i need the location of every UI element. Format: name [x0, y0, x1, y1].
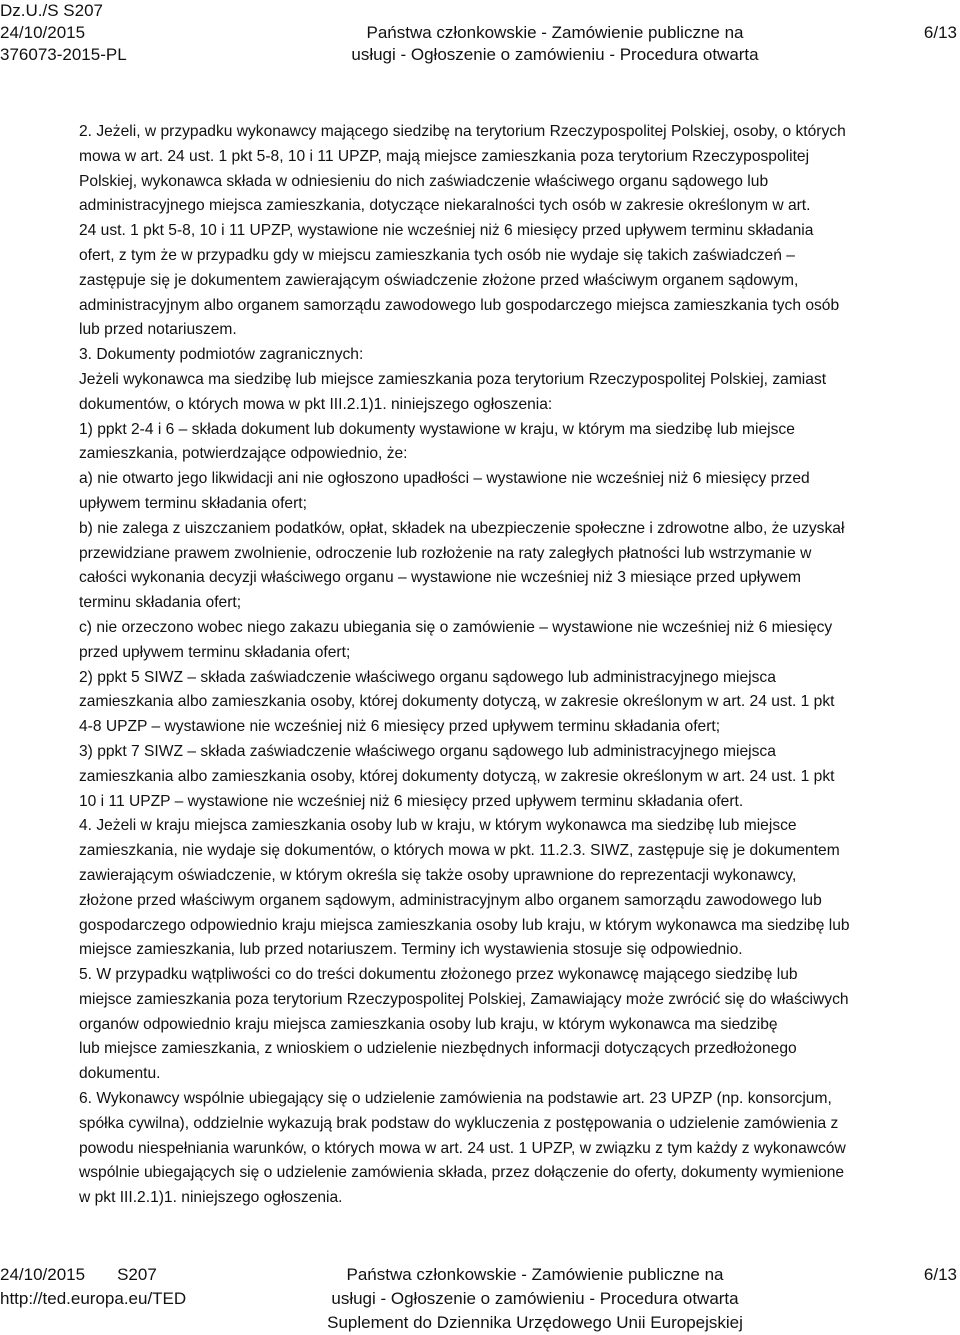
footer-url-link[interactable]: http://ted.europa.eu/TED: [0, 1289, 187, 1308]
text-line: lub miejsce zamieszkania, z wnioskiem o udzielenie niezbędnych informacji dotyczących przedłożonego: [79, 1040, 797, 1058]
text-line: dokumentu.: [79, 1065, 161, 1083]
text-line: upływem terminu składania ofert;: [79, 494, 307, 512]
text-line: gospodarczego odpowiednio kraju miejsca zamieszkania osoby lub kraju, w którym wykonawca ma siedzibę lub: [79, 916, 850, 934]
footer-title: [300, 1263, 770, 1335]
text-line: 5. W przypadku wątpliwości co do treści dokumentu złożonego przez wykonawcę mającego siedzibę lub: [79, 966, 798, 984]
text-line: Polskiej, wykonawca składa w odniesieniu do nich zaświadczenie właściwego organu sądowego lub: [79, 172, 769, 190]
text-line: zamieszkania, potwierdzające odpowiednio, że:: [79, 445, 408, 463]
text-line: zamieszkania albo zamieszkania osoby, której dokumenty dotyczą, w zakresie określonym w art. 24 ust. 1 pkt: [79, 767, 835, 785]
footer-date: 24/10/2015: [0, 1265, 86, 1284]
text-line: w pkt III.2.1)1. niniejszego ogłoszenia.: [79, 1189, 343, 1207]
text-line: przewidziane prawem zwolnienie, odroczenie lub rozłożenie na raty zaległych płatności lub wstrzymanie w: [79, 544, 812, 562]
footer-title-line-1: Państwa członkowskie - Zamówienie publiczne na: [346, 1265, 724, 1284]
text-line: c) nie orzeczono wobec niego zakazu ubiegania się o zamówienie – wystawione nie wcześniej niż 6 miesięcy: [79, 618, 833, 636]
text-line: 2) ppkt 5 SIWZ – składa zaświadczenie właściwego organu sądowego lub administracyjnego miejsca: [79, 668, 776, 686]
footer-title-line-2: usługi - Ogłoszenie o zamówieniu - Procedura otwarta: [331, 1289, 739, 1308]
text-line: 10 i 11 UPZP – wystawione nie wcześniej niż 6 miesięcy przed upływem terminu składania ofert.: [79, 792, 744, 810]
text-line: zamieszkania albo zamieszkania osoby, której dokumenty dotyczą, w zakresie określonym w art. 24 ust. 1 pkt: [79, 693, 835, 711]
text-line: 3) ppkt 7 SIWZ – składa zaświadczenie właściwego organu sądowego lub administracyjnego miejsca: [79, 742, 776, 760]
header-journal-ref: Dz.U./S S207: [0, 1, 103, 20]
text-line: organów odpowiednio kraju miejsca zamieszkania osoby lub kraju, w którym wykonawca ma siedzibę: [79, 1015, 778, 1033]
text-line: b) nie zalega z uiszczaniem podatków, opłat, składek na ubezpieczenie społeczne i zdrowotne albo, że uzyskał: [79, 519, 845, 537]
text-line: 3. Dokumenty podmiotów zagranicznych:: [79, 346, 364, 364]
text-line: 4-8 UPZP – wystawione nie wcześniej niż 6 miesięcy przed upływem terminu składania ofert;: [79, 718, 721, 736]
text-line: 4. Jeżeli w kraju miejsca zamieszkania osoby lub w kraju, w którym wykonawca ma siedzibę lub miejsce: [79, 817, 797, 835]
text-line: przed upływem terminu składania ofert;: [79, 643, 351, 661]
header-left: [0, 0, 127, 66]
header-title: [340, 22, 770, 66]
text-line: powodu niespełniania warunków, o których mowa w art. 24 ust. 1 UPZP, w związku z tym każdy z wykonawców: [79, 1139, 846, 1157]
text-line: a) nie otwarto jego likwidacji ani nie ogłoszono upadłości – wystawione nie wcześniej niż 6 miesięcy przed: [79, 470, 810, 488]
header-date: 24/10/2015: [0, 23, 86, 42]
footer-page-number: 6/13: [923, 1265, 957, 1284]
text-line: zawierającym oświadczenie, w którym określa się także osoby uprawnione do reprezentacji wykonawcy,: [79, 866, 797, 884]
text-line: całości wykonania decyzji właściwego organu – wystawione nie wcześniej niż 3 miesiące przed upływem: [79, 569, 801, 587]
text-line: miejsce zamieszkania, lub przed notariuszem. Terminy ich wystawienia stosuje się odpowiednio.: [79, 941, 743, 959]
footer-issue: S207: [117, 1265, 157, 1284]
footer-date-issue: [0, 1263, 186, 1287]
text-line: administracyjnego miejsca zamieszkania, dotyczące niekaralności tych osób w zakresie określonym w art.: [79, 197, 811, 215]
text-line: Jeżeli wykonawca ma siedzibę lub miejsce zamieszkania poza terytorium Rzeczypospolitej Polskiej, zamiast: [79, 370, 827, 388]
header-page-number: 6/13: [923, 23, 957, 42]
text-line: ofert, z tym że w przypadku gdy w miejscu zamieszkania tych osób nie wydaje się takich zaświadczeń –: [79, 246, 795, 264]
text-line: spółka cywilna), oddzielnie wykazują brak podstaw do wykluczenia z postępowania o udzielenie zamówienia z: [79, 1114, 839, 1132]
text-line: lub przed notariuszem.: [79, 321, 237, 339]
text-line: administracyjnym albo organem samorządu zawodowego lub gospodarczego miejsca zamieszkania tych osób: [79, 296, 840, 314]
text-line: 24 ust. 1 pkt 5-8, 10 i 11 UPZP, wystawione nie wcześniej niż 6 miesięcy przed upływem terminu składania: [79, 222, 814, 240]
text-line: miejsce zamieszkania poza terytorium Rzeczypospolitej Polskiej, Zamawiający może zwrócić się do właściwych: [79, 990, 849, 1008]
text-line: zastępuje się je dokumentem zawierającym oświadczenie złożone przed właściwym organem sądowym,: [79, 271, 799, 289]
text-line: 6. Wykonawcy wspólnie ubiegający się o udzielenie zamówienia na podstawie art. 23 UPZP (np. konsorcjum,: [79, 1090, 832, 1108]
text-line: złożone przed właściwym organem sądowym, administracyjnym albo organem samorządu zawodowego lub: [79, 891, 822, 909]
header-title-line-1: Państwa członkowskie - Zamówienie publiczne na: [366, 23, 744, 42]
text-line: zamieszkania, nie wydaje się dokumentów, o których mowa w pkt. 11.2.3. SIWZ, zastępuje się je dokumentem: [79, 842, 840, 860]
text-line: terminu składania ofert;: [79, 594, 242, 612]
body-text: [79, 120, 957, 1211]
text-line: wspólnie ubiegających się o udzielenie zamówienia składa, przez dołączenie do oferty, dokumenty wymienione: [79, 1164, 845, 1182]
text-line: 2. Jeżeli, w przypadku wykonawcy mającego siedzibę na terytorium Rzeczypospolitej Polskiej, osoby, o których: [79, 123, 846, 140]
text-line: 1) ppkt 2-4 i 6 – składa dokument lub dokumenty wystawione w kraju, w którym ma siedzibę lub miejsce: [79, 420, 795, 438]
footer-title-line-3: Suplement do Dziennika Urzędowego Unii Europejskiej: [327, 1313, 743, 1332]
text-line: mowa w art. 24 ust. 1 pkt 5-8, 10 i 11 UPZP, mają miejsce zamieszkania poza terytorium Rzeczypospolitej: [79, 147, 810, 165]
text-line: dokumentów, o których mowa w pkt III.2.1)1. niniejszego ogłoszenia:: [79, 395, 553, 413]
header-title-line-2: usługi - Ogłoszenie o zamówieniu - Procedura otwarta: [351, 45, 759, 64]
footer-left: [0, 1263, 186, 1311]
header-notice-id: 376073-2015-PL: [0, 45, 127, 64]
